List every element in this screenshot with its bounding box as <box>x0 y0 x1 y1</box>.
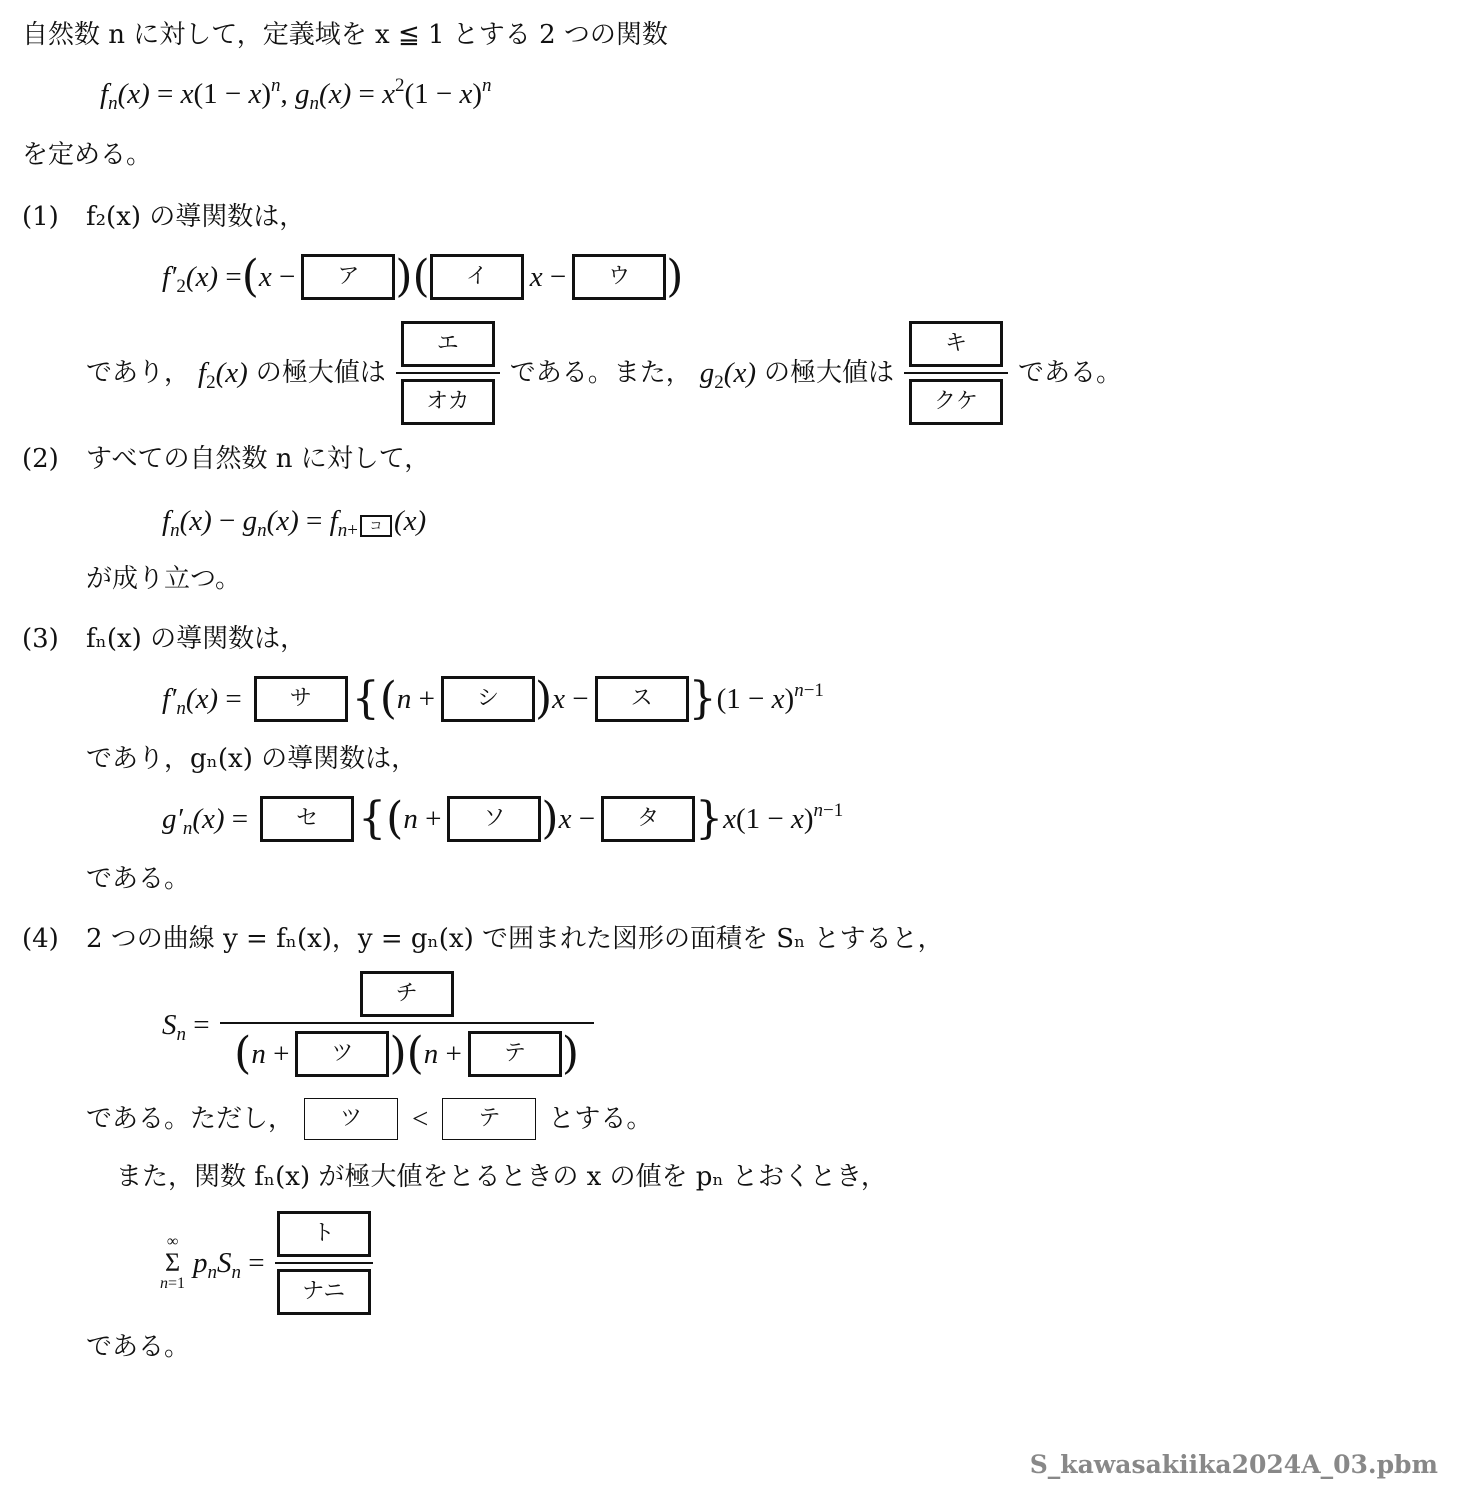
fn-derivative-equation: $f'_n(x)$ = サ {( n + シ ) x − ス } $(1 - x)^{n-1}$ <box>162 673 824 724</box>
problem-1-text-c: である。また， <box>509 358 692 388</box>
f2-derivative-equation: $f'_2(x)$ = ( x − ア )( イ x − ウ ) <box>162 251 684 302</box>
intro-line-2: を定める。 <box>22 140 153 170</box>
area-fraction: チ ( n + ツ )( n + テ ) <box>220 971 594 1079</box>
gn-derivative-equation: $g'_n(x)$ = セ {( n + ソ ) x − タ } $x(1 - x)^{n-1}$ <box>162 793 844 844</box>
problem-1-text-b: の極大値は <box>255 358 386 388</box>
function-definition: $f_n(x) = x(1 - x)^n$, $g_n(x) = x^2(1 - x)^n$ <box>100 75 492 114</box>
answer-box-ko[interactable]: コ <box>360 515 392 537</box>
summation-sign: ∞ Σ n=1 <box>160 1233 186 1292</box>
condition-text-b: とする。 <box>548 1104 653 1134</box>
answer-box-nani[interactable]: ナニ <box>277 1269 371 1315</box>
problem-1-text-e: である。 <box>1018 358 1123 388</box>
answer-box-tsu[interactable]: ツ <box>295 1031 389 1077</box>
problem-1-text-d: の極大値は <box>763 358 894 388</box>
ordering-condition <box>86 1098 652 1140</box>
difference-equation: $f_n(x) - g_n(x) = f_{n+}$ コ (x) <box>162 504 427 541</box>
problem-4-line-2: また，関数 fₙ(x) が極大値をとるときの x の値を pₙ とおくとき， <box>116 1162 887 1192</box>
answer-box-e[interactable]: エ <box>401 321 495 367</box>
g2-symbol: $g_2(x)$ <box>699 356 756 393</box>
answer-box-kuke[interactable]: クケ <box>909 379 1003 425</box>
problem-2-after: が成り立つ。 <box>86 564 241 594</box>
answer-box-chi[interactable]: チ <box>360 971 454 1017</box>
problem-1-text-a: であり， <box>86 358 191 388</box>
answer-box-i[interactable]: イ <box>430 254 524 300</box>
answer-box-oka[interactable]: オカ <box>401 379 495 425</box>
answer-box-sa[interactable]: サ <box>254 676 348 722</box>
less-than-sign: < <box>412 1102 429 1135</box>
problem-1-max-values <box>86 320 1122 426</box>
fraction-bar <box>275 1262 373 1264</box>
answer-box-ki[interactable]: キ <box>909 321 1003 367</box>
answer-box-so[interactable]: ソ <box>447 796 541 842</box>
answer-box-se[interactable]: セ <box>260 796 354 842</box>
area-equation: $S_n$ = チ ( n + ツ )( n + テ ) <box>162 970 594 1080</box>
problem-3-lead: fₙ(x) の導関数は， <box>86 624 307 654</box>
problem-2-number: (2) <box>22 444 59 474</box>
problem-1-lead: f₂(x) の導関数は， <box>86 202 306 232</box>
answer-box-shi[interactable]: シ <box>441 676 535 722</box>
problem-3-after: である。 <box>86 864 191 894</box>
problem-3-number: (3) <box>22 624 59 654</box>
sum-fraction <box>275 1211 373 1315</box>
f2-symbol: $f_2(x)$ <box>198 356 248 393</box>
answer-box-u[interactable]: ウ <box>572 254 666 300</box>
file-name-label: S_kawasakiika2024A_03.pbm <box>1029 1450 1438 1479</box>
problem-2-lead: すべての自然数 n に対して， <box>86 444 431 474</box>
g2-max-fraction <box>904 321 1008 425</box>
answer-box-a[interactable]: ア <box>301 254 395 300</box>
problem-3-mid: であり，gₙ(x) の導関数は， <box>86 744 418 774</box>
problem-4-lead: 2 つの曲線 y = fₙ(x)，y = gₙ(x) で囲まれた図形の面積を Sₙ とすると， <box>86 924 944 954</box>
f2-max-fraction <box>396 321 500 425</box>
answer-box-to[interactable]: ト <box>277 1211 371 1257</box>
reference-box-te: テ <box>442 1098 536 1140</box>
problem-4-number: (4) <box>22 924 59 954</box>
answer-box-ta[interactable]: タ <box>601 796 695 842</box>
problem-1-number: (1) <box>22 202 59 232</box>
problem-4-after: である。 <box>86 1332 191 1362</box>
fraction-bar <box>396 372 500 374</box>
fraction-bar <box>904 372 1008 374</box>
intro-line-1: 自然数 n に対して，定義域を x ≦ 1 とする 2 つの関数 <box>22 20 668 50</box>
series-sum-equation: ∞ Σ n=1 $p_nS_n$ = $\frac{\text{ト}}{\text{ナニ}}$ <box>160 1210 373 1316</box>
fraction-bar <box>220 1022 594 1024</box>
answer-box-su[interactable]: ス <box>595 676 689 722</box>
condition-text-a: である。ただし， <box>86 1104 295 1134</box>
reference-box-tsu: ツ <box>304 1098 398 1140</box>
answer-box-te[interactable]: テ <box>468 1031 562 1077</box>
